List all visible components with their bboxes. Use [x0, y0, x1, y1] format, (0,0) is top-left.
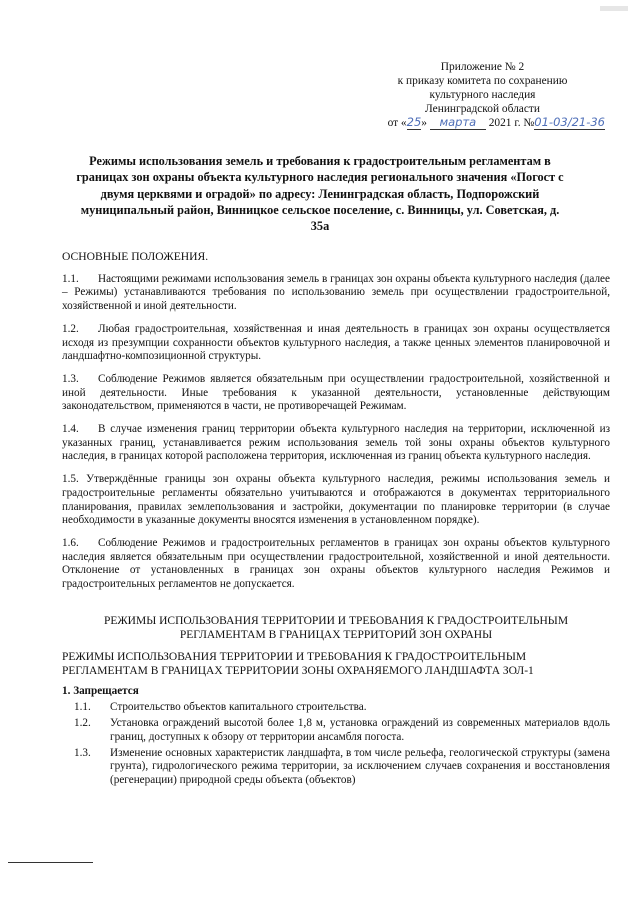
committee-line: культурного наследия [429, 89, 536, 101]
footer-divider [8, 862, 93, 863]
paragraph-1-2: 1.2. Любая градостроительная, хозяйственная и иная деятельность в границах зон охраны осуществляется исходя из презумпции сохранности объектов культурного наследия, а также ценных элементов планировочной и ландшафтно-композиционной структуры. [62, 322, 610, 363]
document-title: Режимы использования земель и требования к градостроительным регламентам в границах зон охраны объекта культурного наследия регионального значения «Погост с двумя церквями и оградой» по адресу: Ленинградская область, Подпорожский муниципальный район, Винницкое сельское поселение, с. Винницы, ул. Советская, д. 35а [76, 154, 564, 234]
list-item: 1.3. Изменение основных характеристик ландшафта, в том числе рельефа, геологической структуры (замена грунта), гидрологического режима территории, за исключением случаев сохранения и восстановления (регенерации) природной среды объекта (объектов) [74, 746, 610, 786]
date-prefix: от « [387, 117, 407, 129]
prohibited-heading: 1. Запрещается [62, 684, 139, 697]
section-heading-general: ОСНОВНЫЕ ПОЛОЖЕНИЯ. [62, 250, 209, 263]
section-heading-regimes: РЕЖИМЫ ИСПОЛЬЗОВАНИЯ ТЕРРИТОРИИ И ТРЕБОВАНИЯ К ГРАДОСТРОИТЕЛЬНЫМ РЕГЛАМЕНТАМ В ГРАНИЦАХ ТЕРРИТОРИЙ ЗОН ОХРАНЫ [103, 614, 569, 641]
order-reference: к приказу комитета по сохранению [397, 75, 568, 87]
appendix-number: Приложение № 2 [440, 61, 525, 73]
subsection-heading-zol1: РЕЖИМЫ ИСПОЛЬЗОВАНИЯ ТЕРРИТОРИИ И ТРЕБОВАНИЯ К ГРАДОСТРОИТЕЛЬНЫМ РЕГЛАМЕНТАМ В ГРАНИЦАХ ТЕРРИТОРИИ ЗОНЫ ОХРАНЯЕМОГО ЛАНДШАФТА ЗОЛ-1 [62, 650, 534, 677]
date-year: 2021 г. № [488, 117, 535, 129]
date-mid: » [421, 117, 427, 129]
paragraph-1-6: 1.6. Соблюдение Режимов и градостроительных регламентов в границах зон охраны объектов культурного наследия является обязательным при осуществлении градостроительной, хозяйственной и иной деятельности. Отклонение от установленных в границах зон охраны объектов культурного наследия Режимов и градостроительных регламентов не допускается. [62, 536, 610, 591]
handwritten-month: марта [439, 115, 477, 129]
document-body [62, 250, 610, 790]
paragraph-1-4: 1.4. В случае изменения границ территории объекта культурного наследия на территории, исключенной из указанных границ, устанавливается режим использования земель той зоны охраны объектов культурного наследия, в границах которой расположена территория, исключенная из границ объекта культурного наследия. [62, 423, 610, 463]
region-line: Ленинградской области [425, 103, 540, 115]
list-item: 1.1. Строительство объектов капитального строительства. [74, 701, 367, 714]
paragraph-1-1: 1.1. Настоящими режимами использования земель в границах зон охраны объекта культурного наследия (далее – Режимы) устанавливаются требования по использованию земель при осуществлении градостроительной, хозяйственной и иной деятельности. [62, 272, 610, 313]
scan-artifact [600, 6, 628, 11]
appendix-header [360, 60, 605, 130]
order-date-line [360, 116, 605, 130]
handwritten-day: 25 [406, 115, 422, 129]
paragraph-1-3: 1.3. Соблюдение Режимов является обязательным при осуществлении градостроительной, хозяйственной и иной деятельности. Иные требования к указанной деятельности, установленные действующим законодательством, применяются в части, не противоречащей Режимам. [62, 372, 610, 413]
list-item: 1.2. Установка ограждений высотой более 1,8 м, установка ограждений из современных материалов вдоль границ, доступных к обзору от территории ансамбля погоста. [74, 717, 610, 743]
handwritten-order-number: 01-03/21-36 [534, 115, 605, 129]
paragraph-1-5: 1.5. Утверждённые границы зон охраны объекта культурного наследия, режимы использования земель и градостроительные регламенты обязательно учитываются и отображаются в документах территориального планирования, правилах землепользования и застройки, документации по планировке территории (в случае необходимости в указанные документы вносятся изменения в установленном порядке). [62, 473, 611, 527]
